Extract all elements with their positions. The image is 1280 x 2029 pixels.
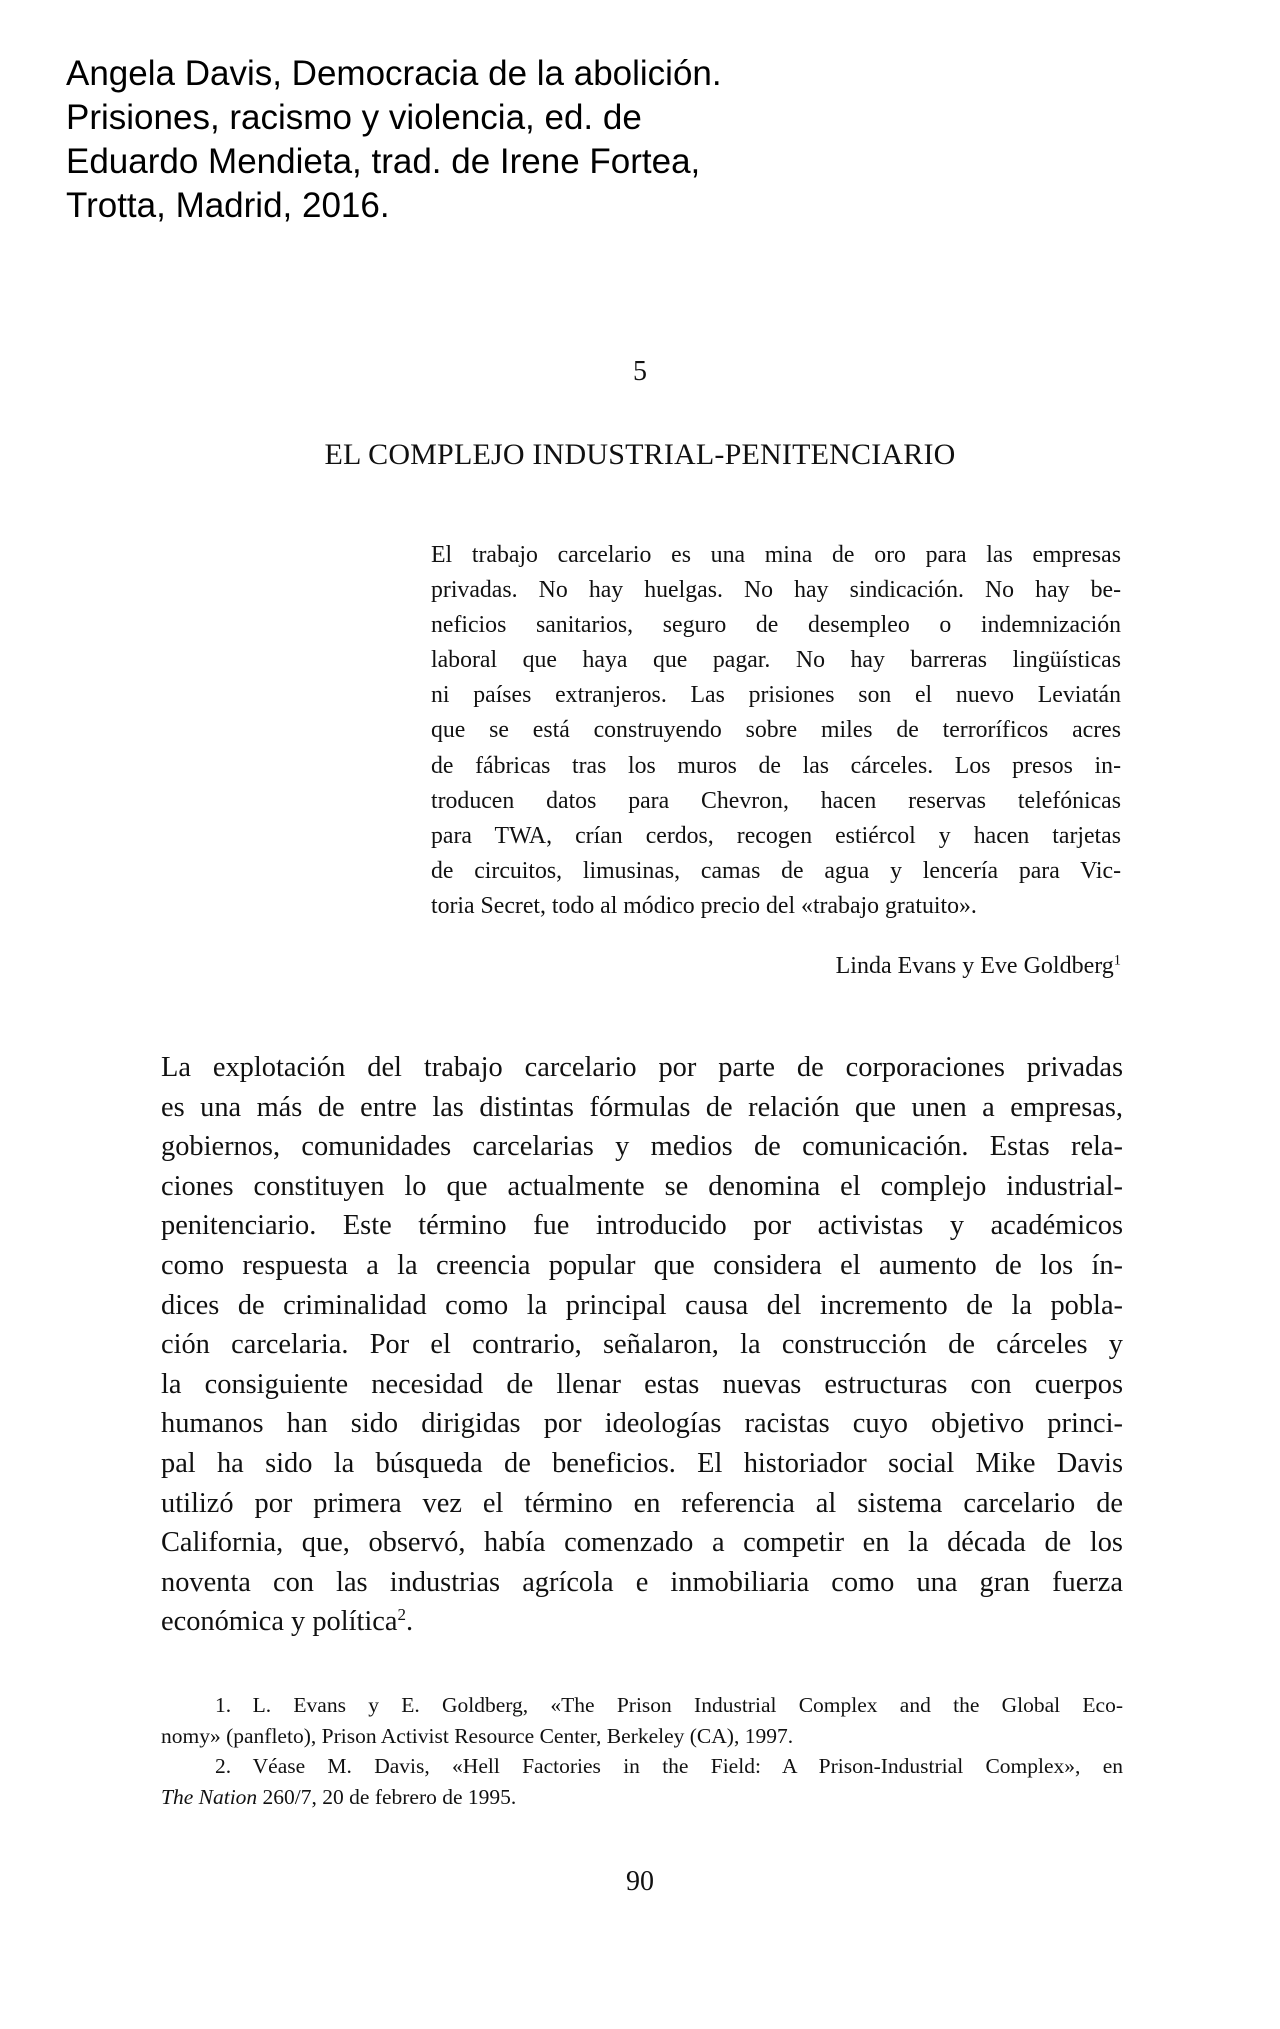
epigraph-line: de fábricas tras los muros de las cárceles. Los presos in-	[431, 752, 1121, 779]
body-line-last	[161, 1602, 1123, 1642]
attribution-text: Linda Evans y Eve Goldberg	[835, 953, 1114, 979]
body-line: es una más de entre las distintas fórmulas de relación que unen a empresas,	[161, 1091, 1123, 1123]
epigraph-line: de circuitos, limusinas, camas de agua y lencería para Vic-	[431, 857, 1121, 884]
body-line: noventa con las industrias agrícola e inmobiliaria como una gran fuerza	[161, 1566, 1123, 1598]
body-line: ción carcelaria. Por el contrario, señalaron, la construcción de cárceles y	[161, 1329, 1123, 1361]
page-number: 90	[626, 1866, 654, 1897]
body-paragraph	[161, 1048, 1123, 1642]
citation-line: Trotta, Madrid, 2016.	[66, 186, 390, 225]
body-line: pal ha sido la búsqueda de beneficios. El historiador social Mike Davis	[161, 1447, 1123, 1479]
epigraph-line: toria Secret, todo al módico precio del «trabajo gratuito».	[431, 892, 977, 919]
body-line-end: .	[406, 1606, 414, 1638]
chapter-number: 5	[633, 356, 647, 387]
body-line: dices de criminalidad como la principal causa del incremento de la pobla-	[161, 1289, 1123, 1321]
footnote-1-line: 1. L. Evans y E. Goldberg, «The Prison Industrial Complex and the Global Eco-	[215, 1693, 1123, 1717]
body-line: gobiernos, comunidades carcelarias y medios de comunicación. Estas rela-	[161, 1131, 1123, 1163]
epigraph-line: privadas. No hay huelgas. No hay sindicación. No hay be-	[431, 577, 1121, 604]
body-line: utilizó por primera vez el término en referencia al sistema carcelario de	[161, 1487, 1123, 1519]
body-line: como respuesta a la creencia popular que considera el aumento de los ín-	[161, 1249, 1123, 1281]
footnote-2-line	[161, 1782, 1123, 1813]
epigraph-line: que se está construyendo sobre miles de terroríficos acres	[431, 717, 1121, 744]
citation-header	[66, 52, 826, 228]
body-line: humanos han sido dirigidas por ideologías racistas cuyo objetivo princi-	[161, 1408, 1123, 1440]
body-line: ciones constituyen lo que actualmente se denomina el complejo industrial-	[161, 1170, 1123, 1202]
epigraph-line: ni países extranjeros. Las prisiones son el nuevo Leviatán	[431, 682, 1121, 709]
footnote-ref-1[interactable]: 1	[1113, 952, 1121, 969]
footnote-2-rest: 260/7, 20 de febrero de 1995.	[257, 1784, 517, 1809]
body-line: penitenciario. Este término fue introducido por activistas y académicos	[161, 1210, 1123, 1242]
body-line: la consiguiente necesidad de llenar estas nuevas estructuras con cuerpos	[161, 1368, 1123, 1400]
footnote-ref-2[interactable]: 2	[397, 1605, 407, 1625]
epigraph-line: para TWA, crían cerdos, recogen estiércol y hacen tarjetas	[431, 822, 1121, 849]
epigraph	[431, 538, 1121, 924]
footnotes	[161, 1690, 1123, 1812]
footnote-1-line: nomy» (panfleto), Prison Activist Resource Center, Berkeley (CA), 1997.	[161, 1723, 794, 1748]
epigraph-line: laboral que haya que pagar. No hay barreras lingüísticas	[431, 647, 1121, 674]
epigraph-attribution	[836, 950, 1121, 982]
chapter-title: EL COMPLEJO INDUSTRIAL-PENITENCIARIO	[324, 438, 956, 471]
body-line: California, que, observó, había comenzado a competir en la década de los	[161, 1527, 1123, 1559]
citation-line: Prisiones, racismo y violencia, ed. de	[66, 98, 642, 137]
epigraph-line: neficios sanitarios, seguro de desempleo o indemnización	[431, 612, 1121, 639]
citation-line: Eduardo Mendieta, trad. de Irene Fortea,	[66, 142, 701, 181]
epigraph-line: troducen datos para Chevron, hacen reservas telefónicas	[431, 787, 1121, 814]
body-line: económica y política	[161, 1606, 398, 1638]
footnote-2-line: 2. Véase M. Davis, «Hell Factories in the Field: A Prison-Industrial Complex», en	[215, 1754, 1123, 1778]
citation-line: Angela Davis, Democracia de la abolición.	[66, 54, 722, 93]
journal-title: The Nation	[161, 1784, 258, 1809]
body-line: La explotación del trabajo carcelario por parte de corporaciones privadas	[161, 1052, 1123, 1083]
epigraph-line: El trabajo carcelario es una mina de oro para las empresas	[431, 542, 1121, 568]
